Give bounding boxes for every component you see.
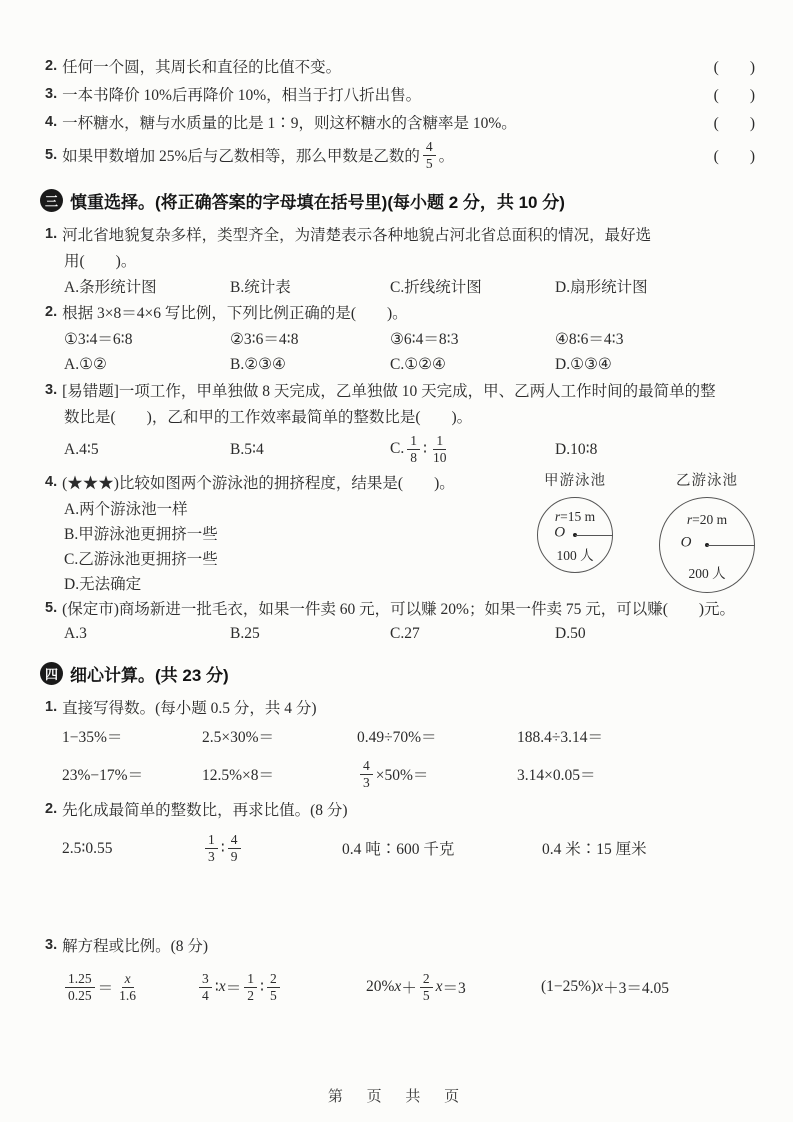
- choice-c: C.折线统计图: [390, 279, 482, 296]
- math-expression: 3.14×0.05＝: [517, 767, 596, 784]
- question-text: 根据 3×8＝4×6 写比例，下列比例正确的是( )。: [62, 305, 408, 322]
- fraction: [407, 433, 420, 465]
- swimming-pools-figure: [523, 469, 755, 595]
- math-part: ＝3: [442, 980, 466, 997]
- judge-item-4: [45, 108, 755, 136]
- option-4: ④8∶6＝4∶3: [555, 331, 624, 348]
- fraction-numerator: 1: [433, 433, 446, 450]
- ratio-colon: ∶: [259, 978, 264, 996]
- judge-item-2: [45, 52, 755, 80]
- choice-b: B.25: [230, 625, 260, 642]
- variable-x: x: [596, 978, 604, 995]
- fraction: [205, 832, 218, 864]
- question-number: 2.: [45, 801, 58, 817]
- s4-calc3-title: [45, 932, 755, 958]
- math-expression: 2.5×30%＝: [202, 729, 275, 746]
- choice-a: A.条形统计图: [64, 279, 157, 296]
- choice-c: C.①②④: [390, 355, 446, 373]
- s3-q4-left: [45, 469, 523, 595]
- choice-label: C.: [390, 440, 405, 457]
- choice-a: A.4∶5: [64, 440, 99, 458]
- fraction-denominator: 0.25: [68, 987, 92, 1003]
- pool-a-figure: [537, 469, 613, 573]
- fraction-denominator: 10: [433, 449, 447, 465]
- question-number: 1.: [45, 699, 58, 715]
- fraction-denominator: 5: [425, 155, 433, 171]
- section-3-number-icon: 三: [40, 189, 63, 212]
- math-expression: [357, 758, 517, 790]
- s3-q1-line1: [45, 221, 755, 247]
- fraction-denominator: 4: [202, 987, 209, 1003]
- choice-text: D.无法确定: [64, 575, 142, 593]
- fraction-numerator: 2: [420, 971, 433, 988]
- fraction-numerator: 4: [228, 832, 241, 849]
- question-text: (★★★)比较如图两个游泳池的拥挤程度，结果是( )。: [62, 475, 455, 492]
- fraction-denominator: 1.6: [119, 987, 137, 1003]
- choice-d: D.扇形统计图: [555, 279, 648, 296]
- choice-d: D.10∶8: [555, 440, 598, 458]
- question-number: 4.: [45, 114, 58, 130]
- option-2: ②3∶6＝4∶8: [230, 331, 299, 348]
- math-expression: [202, 832, 342, 864]
- fraction-numerator: 2: [267, 971, 280, 988]
- ratio-colon: ∶: [422, 440, 428, 458]
- pool-b-circle: [659, 497, 755, 593]
- radius-variable: r: [686, 512, 693, 528]
- fraction: [244, 971, 257, 1003]
- question-number: 4.: [45, 474, 58, 490]
- fraction-numerator: x: [122, 971, 134, 988]
- radius-line: [575, 535, 613, 536]
- question-text: [易错题]一项工作，甲单独做 8 天完成，乙单独做 10 天完成，甲、乙两人工作时间的最简单的整: [62, 383, 716, 400]
- math-part: ＋3＝4.05: [603, 980, 670, 997]
- question-number: 3.: [45, 86, 58, 102]
- s4-calc1-title: [45, 694, 755, 720]
- fraction: [116, 971, 139, 1003]
- fraction-denominator: 3: [208, 848, 215, 864]
- s3-q3-line1: [45, 377, 755, 403]
- equals-sign: ＝: [97, 980, 114, 997]
- fraction-numerator: 4: [360, 758, 373, 775]
- math-expression: 12.5%×8＝: [202, 767, 275, 784]
- answer-bracket: ( ): [713, 115, 755, 132]
- choice-text: B.甲游泳池更拥挤一些: [64, 525, 218, 543]
- math-expression: 0.49÷70%＝: [357, 729, 437, 746]
- s3-q1-line2: [45, 247, 755, 273]
- s3-q5-choices: [45, 621, 755, 647]
- choice-d: [45, 570, 523, 595]
- choice-b: [45, 520, 523, 545]
- radius-value: =15 m: [560, 509, 596, 525]
- option-3: ③6∶4＝8∶3: [390, 331, 459, 348]
- equation-4: [541, 976, 755, 998]
- radius-variable: r: [554, 509, 561, 525]
- question-text: 一杯糖水，糖与水质量的比是 1∶9，则这杯糖水的含糖率是 10%。: [62, 115, 517, 132]
- fraction: [430, 433, 450, 465]
- equals-sign: ＝: [225, 980, 242, 997]
- question-text-suffix: 。: [438, 148, 455, 165]
- s3-q4-block: [45, 469, 755, 595]
- fraction: [267, 971, 280, 1003]
- ratio-colon: ∶: [214, 978, 219, 996]
- section-4-header: [40, 661, 755, 686]
- s4-calc1-row1: [45, 720, 755, 752]
- radius-line: [707, 545, 755, 546]
- s3-q2-line: [45, 299, 755, 325]
- answer-bracket: ( ): [713, 59, 755, 76]
- s3-q3-line2: [45, 403, 755, 429]
- pool-b-count: 200 人: [688, 565, 726, 581]
- pool-a-radius-label: [538, 509, 612, 525]
- fraction-denominator: 5: [270, 987, 277, 1003]
- question-number: 5.: [45, 147, 58, 163]
- choice-a: A.①②: [64, 355, 107, 373]
- fraction-denominator: 9: [230, 848, 238, 864]
- fraction-numerator: 1: [244, 971, 257, 988]
- choice-c: [45, 545, 523, 570]
- choice-b: B.统计表: [230, 279, 291, 296]
- option-1: ①3∶4＝6∶8: [64, 331, 133, 348]
- center-label: O: [680, 534, 692, 551]
- pool-a-circle: [537, 497, 613, 573]
- variable-x: x: [435, 978, 443, 995]
- math-expression: 0.4 吨∶600 千克: [342, 841, 455, 858]
- fraction: [423, 139, 436, 171]
- question-text: 数比是( )，乙和甲的工作效率最简单的整数比是( )。: [64, 409, 473, 426]
- fraction-numerator: 1.25: [65, 971, 95, 988]
- fraction: [420, 971, 433, 1003]
- question-text: 先化成最简单的整数比，再求比值。(8 分): [62, 802, 348, 819]
- s3-q5-line: [45, 595, 755, 621]
- question-text: 直接写得数。(每小题 0.5 分，共 4 分): [62, 700, 317, 717]
- fraction-numerator: 1: [205, 832, 218, 849]
- math-expression: 188.4÷3.14＝: [517, 729, 604, 746]
- answer-bracket: ( ): [713, 148, 755, 165]
- fraction: [199, 971, 212, 1003]
- question-text: 用( )。: [64, 253, 137, 270]
- choice-c: [390, 433, 555, 465]
- answer-bracket: ( ): [713, 87, 755, 104]
- question-text: 一本书降价 10%后再降价 10%，相当于打八折出售。: [62, 87, 422, 104]
- section-3-header: [40, 188, 755, 213]
- s4-calc3-equations: [45, 958, 755, 1016]
- fraction-denominator: 8: [410, 449, 417, 465]
- s3-q2-options: [45, 325, 755, 351]
- question-text: 如果甲数增加 25%后与乙数相等，那么甲数是乙数的: [62, 148, 420, 165]
- s4-calc2-items: [45, 822, 755, 874]
- equation-1: [62, 971, 196, 1003]
- equation-3: [366, 971, 541, 1003]
- radius-value: =20 m: [692, 512, 728, 528]
- fraction: [228, 832, 241, 864]
- center-label: O: [554, 524, 566, 541]
- pool-b-title: 乙游泳池: [676, 473, 738, 489]
- fraction-denominator: 5: [422, 987, 430, 1003]
- s4-calc2-title: [45, 796, 755, 822]
- pool-b-figure: [659, 469, 755, 593]
- question-text: 解方程或比例。(8 分): [62, 938, 209, 955]
- pool-a-title: 甲游泳池: [544, 473, 606, 489]
- choice-text: C.乙游泳池更拥挤一些: [64, 550, 218, 568]
- math-part: 20%: [366, 978, 395, 995]
- s3-q4-line: [45, 469, 523, 495]
- math-expression: 1−35%＝: [62, 729, 123, 746]
- choice-b: B.5∶4: [230, 440, 264, 458]
- choice-b: B.②③④: [230, 355, 286, 373]
- fraction: [360, 758, 373, 790]
- math-expression: 0.4 米∶15 厘米: [542, 841, 647, 858]
- question-number: 1.: [45, 226, 58, 242]
- judge-item-3: [45, 80, 755, 108]
- section-4-number-icon: 四: [40, 662, 63, 685]
- variable-x: x: [218, 978, 226, 995]
- s3-q2-choices: [45, 351, 755, 377]
- choice-d: D.50: [555, 625, 586, 642]
- s3-q1-choices: [45, 273, 755, 299]
- s3-q3-choices: [45, 429, 755, 469]
- fraction-numerator: 1: [407, 433, 420, 450]
- question-number: 2.: [45, 58, 58, 74]
- question-number: 3.: [45, 382, 58, 398]
- ratio-colon: ∶: [220, 839, 225, 857]
- section-3-title: 慎重选择。(将正确答案的字母填在括号里)(每小题 2 分，共 10 分): [70, 193, 565, 212]
- pool-b-radius-label: [660, 512, 754, 528]
- fraction-denominator: 3: [363, 774, 370, 790]
- question-text: 河北省地貌复杂多样，类型齐全，为清楚表示各种地貌占河北省总面积的情况，最好选: [62, 227, 652, 244]
- variable-x: x: [394, 978, 402, 995]
- fraction-numerator: 3: [199, 971, 212, 988]
- question-text: (保定市)商场新进一批毛衣，如果一件卖 60 元，可以赚 20%；如果一件卖 75 元，可以赚( )元。: [62, 601, 736, 618]
- question-text: 任何一个圆，其周长和直径的比值不变。: [62, 59, 342, 76]
- question-number: 3.: [45, 937, 58, 953]
- s4-calc1-row2: [45, 752, 755, 796]
- math-expression: 23%−17%＝: [62, 767, 144, 784]
- choice-text: A.两个游泳池一样: [64, 500, 188, 518]
- plus-sign: ＋: [401, 980, 417, 997]
- page-footer: 第 页 共 页: [327, 1089, 466, 1105]
- choice-a: A.3: [64, 625, 87, 642]
- choice-a: [45, 495, 523, 520]
- equation-2: [196, 971, 366, 1003]
- pool-a-count: 100 人: [556, 547, 594, 563]
- fraction-numerator: 4: [423, 139, 436, 156]
- judge-item-5: [45, 136, 755, 174]
- math-part: (1−25%): [541, 978, 597, 995]
- fraction-denominator: 2: [247, 987, 254, 1003]
- math-expression: 2.5∶0.55: [62, 839, 113, 857]
- question-number: 2.: [45, 304, 58, 320]
- choice-d: D.①③④: [555, 355, 612, 373]
- choice-c: C.27: [390, 625, 420, 642]
- working-space: [45, 874, 755, 932]
- math-part: ×50%＝: [375, 767, 429, 784]
- fraction: [65, 971, 95, 1003]
- section-4-title: 细心计算。(共 23 分): [70, 666, 229, 685]
- question-number: 5.: [45, 600, 58, 616]
